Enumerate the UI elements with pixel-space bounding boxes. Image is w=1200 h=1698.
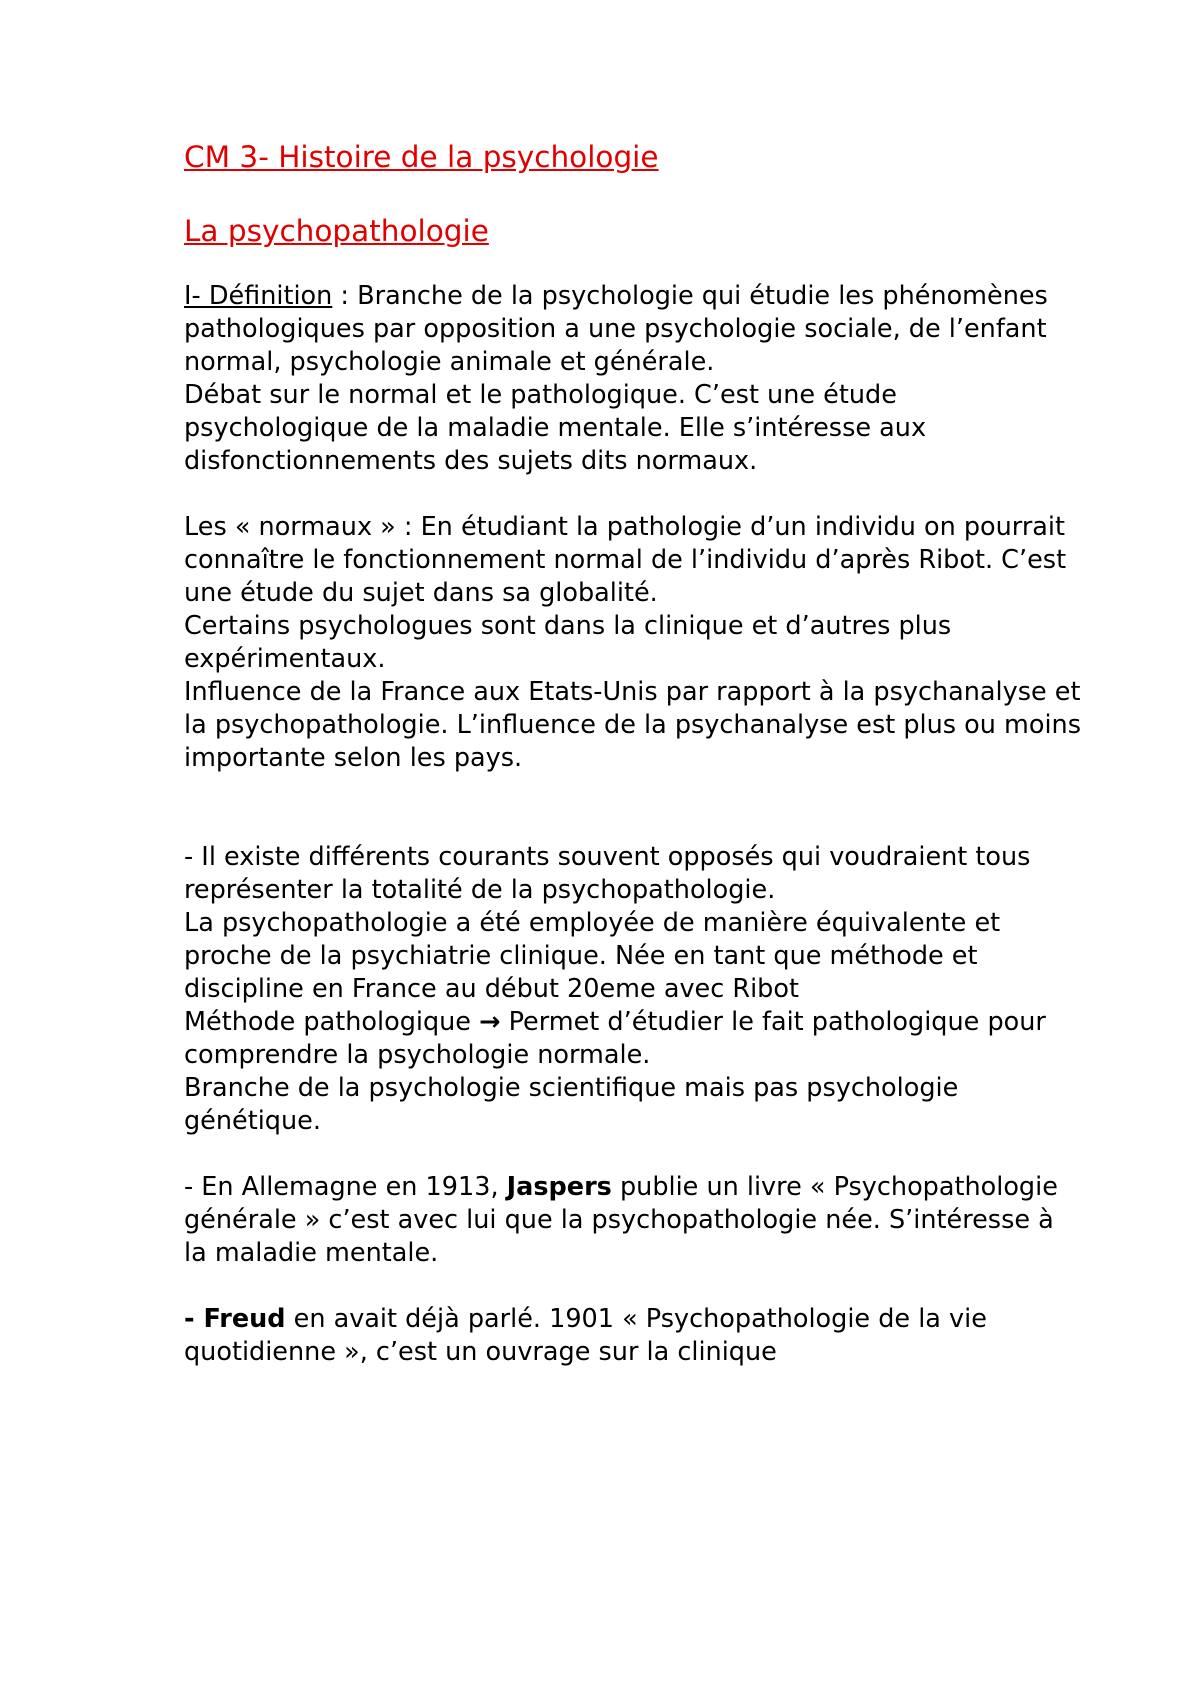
methode-text: Permet d’étudier le fait pathologique pour comprendre la psychologie normale. bbox=[184, 1007, 1046, 1070]
definition-text: Branche de la psychologie qui étudie les phénomènes pathologiques par opposition a une psychologie sociale, de l’enfant normal, psychologie animale et générale. bbox=[184, 281, 1048, 377]
paragraph-branche: Branche de la psychologie scientifique mais pas psychologie génétique. bbox=[184, 1073, 959, 1136]
paragraph-debat: Débat sur le normal et le pathologique. C’est une étude psychologique de la maladie mentale. Elle s’intéresse aux disfonctionnements des sujets dits normaux. bbox=[184, 380, 927, 476]
paragraph-courants: - Il existe différents courants souvent opposés qui voudraient tous représenter la totalité de la psychopathologie. bbox=[184, 842, 1031, 905]
paragraph-psychologues: Certains psychologues sont dans la clinique et d’autres plus expérimentaux. bbox=[184, 611, 952, 674]
paragraph-normaux: Les « normaux » : En étudiant la pathologie d’un individu on pourrait connaître le fonctionnement normal de l’individu d’après Ribot. C’est une étude du sujet dans sa globalité. bbox=[184, 512, 1067, 608]
definition-separator: : bbox=[332, 281, 358, 311]
jaspers-text: publie un livre « Psychopathologie générale » c’est avec lui que la psychopathologie née. S’intéresse à la maladie mentale. bbox=[184, 1172, 1058, 1268]
methode-label: Méthode pathologique bbox=[184, 1007, 480, 1037]
freud-text: en avait déjà parlé. 1901 « Psychopathologie de la vie quotidienne », c’est un ouvrage sur la clinique bbox=[184, 1304, 987, 1367]
definition-paragraph bbox=[184, 280, 1084, 379]
jaspers-name: Jaspers bbox=[506, 1172, 612, 1202]
paragraph-freud bbox=[184, 1303, 1084, 1369]
arrow-right-icon: → bbox=[479, 1007, 501, 1037]
paragraph-jaspers bbox=[184, 1171, 1084, 1270]
paragraph-psychiatrie: La psychopathologie a été employée de manière équivalente et proche de la psychiatrie clinique. Née en tant que méthode et discipline en France au début 20eme avec Ribot bbox=[184, 908, 1001, 1004]
definition-label: I- Définition bbox=[184, 281, 333, 311]
paragraph-methode bbox=[184, 1006, 1084, 1072]
jaspers-intro: - En Allemagne en 1913, bbox=[184, 1172, 507, 1202]
document-title: CM 3- Histoire de la psychologie bbox=[184, 140, 659, 174]
paragraph-influence: Influence de la France aux Etats-Unis par rapport à la psychanalyse et la psychopathologie. L’influence de la psychanalyse est plus ou moins importante selon les pays. bbox=[184, 677, 1081, 773]
freud-name: - Freud bbox=[184, 1304, 286, 1334]
document-content bbox=[184, 140, 1084, 1369]
section-heading: La psychopathologie bbox=[184, 214, 489, 248]
